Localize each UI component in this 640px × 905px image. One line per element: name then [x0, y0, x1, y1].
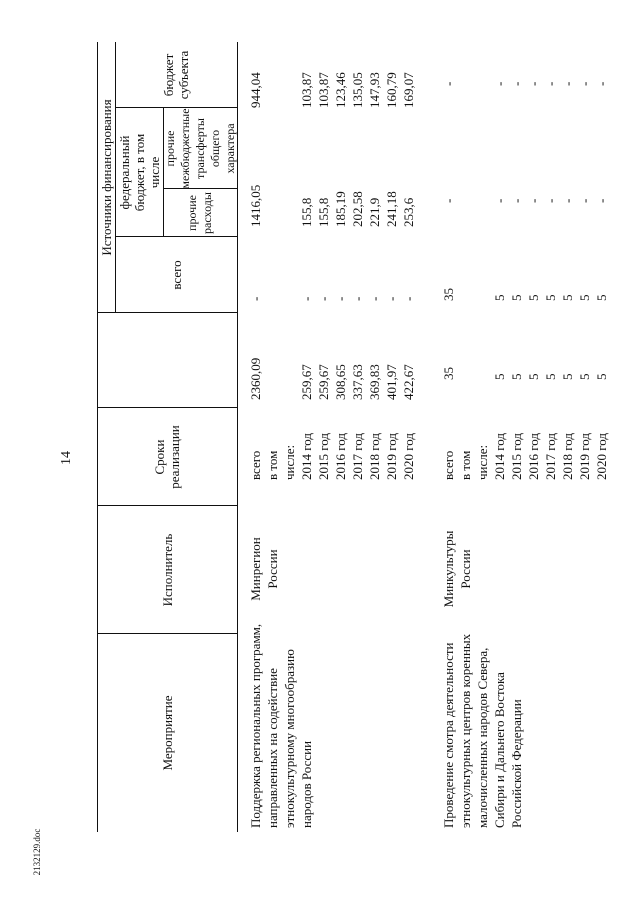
other-cell: 5: [526, 294, 541, 301]
subject-cell: -: [492, 81, 507, 86]
subject-cell: -: [594, 81, 609, 86]
other-cell: 5: [560, 294, 575, 301]
period-cell: в том: [458, 450, 473, 480]
total-cell: 422,67: [401, 364, 416, 400]
row1-periods: [247, 410, 417, 480]
transfers-cell: -: [526, 198, 541, 203]
funding-table: [97, 42, 609, 832]
subject-cell: -: [526, 81, 541, 86]
period-cell: 2016 год: [333, 433, 348, 480]
other-cell: -: [384, 296, 399, 301]
total-cell: [281, 340, 298, 400]
transfers-cell: 241,18: [384, 191, 399, 227]
transfers-cell: 202,58: [350, 191, 365, 227]
transfers-cell: 221,9: [367, 197, 382, 227]
subject-cell: [264, 46, 281, 108]
row1-subject: [247, 46, 417, 108]
row1-other-expenses: [247, 271, 417, 301]
transfers-cell: 1416,05: [248, 184, 263, 227]
measure-line: Проведение смотра деятельности: [441, 642, 456, 828]
measure-line: этнокультурному многообразию: [282, 649, 297, 828]
total-cell: [264, 340, 281, 400]
other-cell: 5: [509, 294, 524, 301]
other-cell: 5: [543, 294, 558, 301]
other-cell: [457, 271, 474, 301]
header-period: Сроки реализации: [152, 425, 182, 489]
other-cell: [264, 271, 281, 301]
measure-line: малочисленных народов Севера,: [475, 647, 490, 828]
header-total: всего: [168, 260, 184, 290]
transfers-cell: -: [594, 198, 609, 203]
other-cell: -: [401, 296, 416, 301]
row1-transfers: [247, 167, 417, 227]
other-cell: -: [299, 296, 314, 301]
other-cell: 35: [441, 288, 456, 301]
subject-cell: [474, 56, 491, 86]
subject-cell: -: [560, 81, 575, 86]
period-cell: 2020 год: [401, 433, 416, 480]
row2-other-expenses: [440, 271, 610, 301]
header-subject: бюджет субъекта: [161, 50, 191, 100]
period-cell: всего: [248, 450, 263, 480]
total-cell: [457, 340, 474, 380]
total-cell: 5: [509, 373, 524, 380]
subject-cell: -: [441, 81, 456, 86]
subject-cell: 103,87: [316, 72, 331, 108]
total-cell: 5: [577, 373, 592, 380]
period-cell: 2019 год: [384, 433, 399, 480]
total-cell: 259,67: [316, 364, 331, 400]
period-cell: числе:: [475, 444, 490, 480]
subject-cell: 103,87: [299, 72, 314, 108]
row2-periods: [440, 410, 610, 480]
file-id: 2132129.doc: [32, 828, 42, 876]
period-cell: 2018 год: [367, 433, 382, 480]
period-cell: 2018 год: [560, 433, 575, 480]
total-cell: 5: [492, 373, 507, 380]
row1-total: [247, 340, 417, 400]
row2-subject: [440, 56, 610, 86]
row2-total: [440, 340, 610, 380]
executor-line: России: [265, 549, 280, 589]
subject-cell: 160,79: [384, 72, 399, 108]
header-transfers: прочие межбюджетные трансферты общего характера: [162, 108, 237, 189]
transfers-cell: -: [560, 198, 575, 203]
period-cell: 2017 год: [543, 433, 558, 480]
other-cell: -: [333, 296, 348, 301]
period-cell: в том: [265, 450, 280, 480]
period-cell: 2015 год: [316, 433, 331, 480]
row2-transfers: [440, 173, 610, 203]
header-measure: Мероприятие: [159, 695, 175, 771]
other-cell: [281, 271, 298, 301]
row1-executor: [247, 510, 281, 628]
executor-line: Минкультуры: [441, 530, 456, 608]
row2-measure: [440, 633, 525, 828]
page-number: 14: [59, 451, 74, 465]
measure-line: направленных на содействие: [265, 668, 280, 828]
row1-measure: [247, 623, 315, 828]
subject-cell: -: [577, 81, 592, 86]
period-cell: 2017 год: [350, 433, 365, 480]
header-other-expenses: прочие расходы: [185, 192, 214, 234]
period-cell: 2014 год: [492, 433, 507, 480]
subject-cell: 169,07: [401, 72, 416, 108]
transfers-cell: -: [492, 198, 507, 203]
period-cell: всего: [441, 450, 456, 480]
transfers-cell: [264, 167, 281, 227]
subject-cell: [281, 46, 298, 108]
transfers-cell: [457, 173, 474, 203]
subject-cell: -: [509, 81, 524, 86]
period-cell: 2016 год: [526, 433, 541, 480]
transfers-cell: 155,8: [299, 197, 314, 227]
total-cell: 369,83: [367, 364, 382, 400]
other-cell: -: [350, 296, 365, 301]
measure-line: Сибири и Дальнего Востока: [492, 672, 507, 828]
subject-cell: [457, 56, 474, 86]
other-cell: 5: [594, 294, 609, 301]
period-cell: 2019 год: [577, 433, 592, 480]
total-cell: 35: [441, 367, 456, 380]
header-federal: федеральный бюджет, в том числе: [116, 133, 162, 212]
executor-line: России: [458, 549, 473, 589]
measure-line: этнокультурных центров коренных: [458, 633, 473, 828]
subject-cell: 135,05: [350, 72, 365, 108]
total-cell: 5: [526, 373, 541, 380]
total-cell: 2360,09: [248, 357, 263, 400]
row2-executor: [440, 510, 474, 628]
total-cell: 308,65: [333, 364, 348, 400]
total-cell: 5: [560, 373, 575, 380]
total-cell: 259,67: [299, 364, 314, 400]
period-cell: 2014 год: [299, 433, 314, 480]
total-cell: 5: [594, 373, 609, 380]
transfers-cell: -: [577, 198, 592, 203]
other-cell: -: [316, 296, 331, 301]
subject-cell: 123,46: [333, 72, 348, 108]
total-cell: 5: [543, 373, 558, 380]
subject-cell: 944,04: [248, 72, 263, 108]
subject-cell: -: [543, 81, 558, 86]
transfers-cell: [474, 173, 491, 203]
total-cell: 337,63: [350, 364, 365, 400]
period-cell: числе:: [282, 444, 297, 480]
transfers-cell: -: [509, 198, 524, 203]
other-cell: -: [367, 296, 382, 301]
executor-line: Минрегион: [248, 537, 263, 601]
transfers-cell: 185,19: [333, 191, 348, 227]
header-sources: Источники финансирования: [98, 99, 114, 256]
transfers-cell: -: [441, 198, 456, 203]
period-cell: 2015 год: [509, 433, 524, 480]
header-executor: Исполнитель: [159, 533, 175, 607]
transfers-cell: 253,6: [401, 197, 416, 227]
other-cell: 5: [577, 294, 592, 301]
transfers-cell: [281, 167, 298, 227]
other-cell: 5: [492, 294, 507, 301]
subject-cell: 147,93: [367, 72, 382, 108]
transfers-cell: 155,8: [316, 197, 331, 227]
total-cell: [474, 340, 491, 380]
transfers-cell: -: [543, 198, 558, 203]
measure-line: Поддержка региональных программ,: [248, 623, 263, 828]
total-cell: 401,97: [384, 364, 399, 400]
other-cell: -: [248, 296, 263, 301]
period-cell: 2020 год: [594, 433, 609, 480]
measure-line: народов России: [299, 740, 314, 828]
other-cell: [474, 271, 491, 301]
measure-line: Российской Федерации: [509, 699, 524, 828]
